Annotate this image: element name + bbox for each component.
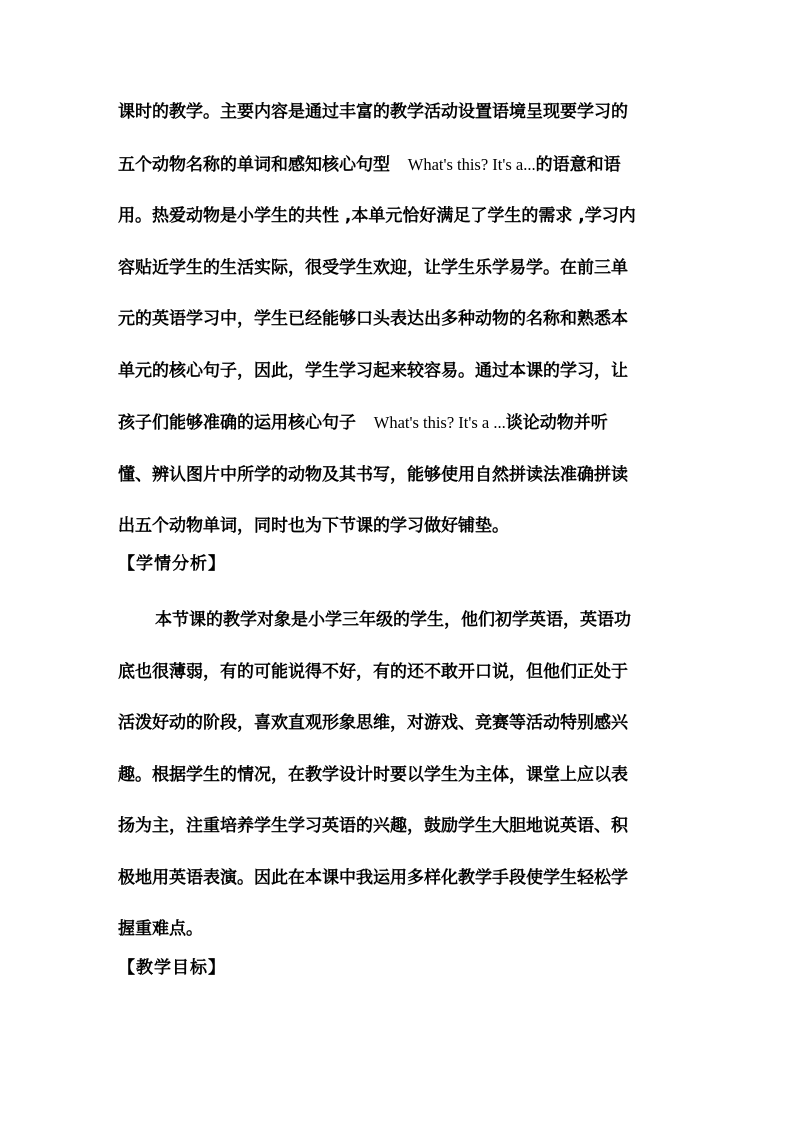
text-line: 活泼好动的阶段，喜欢直观形象思维，对游戏、竞赛等活动特别感兴 [118,713,628,733]
text-line: 底也很薄弱，有的可能说得不好，有的还不敢开口说，但他们正处于 [118,661,628,682]
text-segment: 五个动物名称的单词和感知核心句型 [118,154,390,175]
text-line: 握重难点。 [118,919,203,939]
section-heading-teaching-objectives: 【教学目标】 [118,958,226,978]
text-segment: 孩子们能够准确的运用核心句子 [118,413,356,433]
lesson-content-paragraph [118,87,684,553]
english-phrase: What's this? It's a... [407,154,536,174]
text-line: 趣。根据学生的情况，在教学设计时要以学生为主体，课堂上应以表 [118,764,628,785]
text-line [118,397,684,450]
section-heading-student-analysis: 【学情分析】 [118,554,226,574]
text-line: 课时的教学。主要内容是通过丰富的教学活动设置语境呈现要学习的 [118,102,628,122]
text-line: 用。热爱动物是小学生的共性 ,本单元恰好满足了学生的需求 ,学习内 [118,206,636,226]
text-line: 扬为主，注重培养学生学习英语的兴趣，鼓励学生大胆地说英语、积 [118,816,628,836]
text-segment: 的语意和语 [535,154,621,175]
text-line: 极地用英语表演。因此在本课中我运用多样化教学手段使学生轻松学 [118,867,628,888]
text-line: 本节课的教学对象是小学三年级的学生，他们初学英语，英语功 [155,610,631,630]
text-line [118,139,684,192]
text-line: 单元的核心句子，因此，学生学习起来较容易。通过本课的学习，让 [118,360,628,381]
text-segment: 谈论动物并听 [505,413,608,433]
text-line: 懂、辨认图片中所学的动物及其书写，能够使用自然拼读法准确拼读 [118,464,628,485]
text-line: 出五个动物单词，同时也为下节课的学习做好铺垫。 [118,516,509,536]
text-line: 容贴近学生的生活实际，很受学生欢迎，让学生乐学易学。在前三单 [118,257,628,278]
text-line: 元的英语学习中，学生已经能够口头表达出多种动物的名称和熟悉本 [118,309,628,329]
english-phrase: What's this? It's a ... [373,413,506,432]
student-analysis-paragraph [118,595,684,956]
